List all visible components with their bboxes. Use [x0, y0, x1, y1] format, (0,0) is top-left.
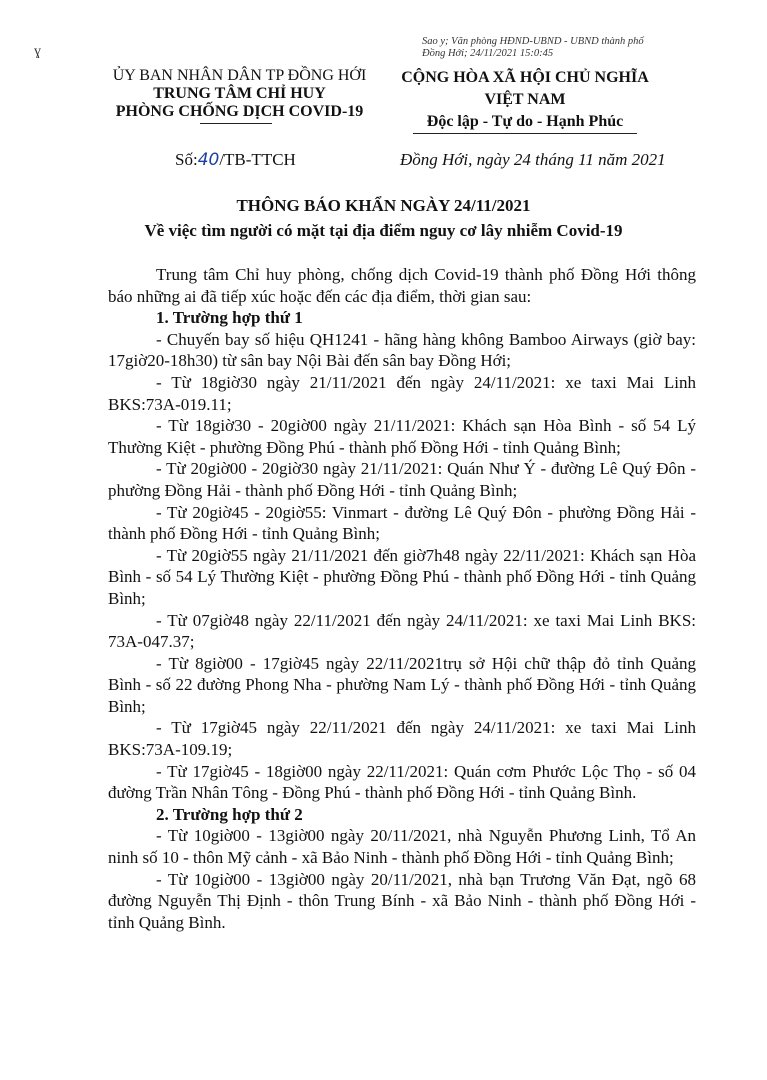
authority-line: TRUNG TÂM CHỈ HUY	[153, 85, 326, 102]
doc-number-handwritten: 40	[197, 150, 220, 170]
national-motto: Độc lập - Tự do - Hạnh Phúc	[413, 113, 637, 134]
body-paragraph: Trung tâm Chỉ huy phòng, chống dịch Covid-19 thành phố Đồng Hới thông báo những ai đã tiếp xúc hoặc đến các địa điểm, thời gian sau:	[108, 265, 696, 306]
national-motto-header	[385, 67, 665, 134]
body-paragraph: - Từ 10giờ00 - 13giờ00 ngày 20/11/2021, nhà Nguyễn Phương Linh, Tổ An ninh số 10 - thôn Mỹ cảnh - xã Bảo Ninh - thành phố Đồng Hới - tỉnh Quảng Bình;	[108, 826, 696, 868]
margin-mark: ɣ	[34, 44, 41, 59]
authority-line: PHÒNG CHỐNG DỊCH COVID-19	[115, 103, 364, 120]
document-date: Đồng Hới, ngày 24 tháng 11 năm 2021	[400, 150, 666, 169]
body-paragraph: - Từ 07giờ48 ngày 22/11/2021 đến ngày 24/11/2021: xe taxi Mai Linh BKS: 73A-047.37;	[108, 610, 696, 652]
body-paragraph: - Từ 18giờ30 ngày 21/11/2021 đến ngày 24/11/2021: xe taxi Mai Linh BKS:73A-019.11;	[108, 372, 696, 414]
doc-number-suffix: /TB-TTCH	[219, 150, 296, 169]
document-title: THÔNG BÁO KHẨN NGÀY 24/11/2021	[236, 196, 531, 215]
copy-certification-note	[422, 36, 712, 60]
document-number	[175, 150, 296, 170]
section-heading: 2. Trường hợp thứ 2	[156, 804, 303, 824]
body-paragraph: - Từ 20giờ00 - 20giờ30 ngày 21/11/2021: Quán Như Ý - đường Lê Quý Đôn - phường Đồng Hải - thành phố Đồng Hới - tỉnh Quảng Bình;	[108, 459, 696, 500]
authority-line: ỦY BAN NHÂN DÂN TP ĐỒNG HỚI	[112, 67, 367, 84]
body-paragraph: - Từ 10giờ00 - 13giờ00 ngày 20/11/2021, nhà bạn Trương Văn Đạt, ngõ 68 đường Nguyễn Thị Định - thôn Trung Bính - xã Bảo Ninh - thành phố Đồng Hới - tỉnh Quảng Bình.	[108, 869, 696, 932]
document-body	[108, 264, 696, 933]
body-paragraph: - Chuyến bay số hiệu QH1241 - hãng hàng không Bamboo Airways (giờ bay: 17giờ20-18h30) từ sân bay Nội Bài đến sân bay Đồng Hới;	[108, 329, 696, 371]
country-name: CỘNG HÒA XÃ HỘI CHỦ NGHĨA VIỆT NAM	[401, 69, 649, 108]
copy-note-line: Đồng Hới; 24/11/2021 15:0:45	[422, 48, 554, 59]
doc-number-prefix: Số:	[175, 150, 198, 169]
body-paragraph: - Từ 17giờ45 ngày 22/11/2021 đến ngày 24/11/2021: xe taxi Mai Linh BKS:73A-109.19;	[108, 718, 696, 760]
body-paragraph: - Từ 18giờ30 - 20giờ00 ngày 21/11/2021: Khách sạn Hòa Bình - số 54 Lý Thường Kiệt - phường Đồng Phú - thành phố Đồng Hới - tỉnh Quảng Bình;	[108, 416, 696, 457]
body-paragraph: - Từ 17giờ45 - 18giờ00 ngày 22/11/2021: Quán cơm Phước Lộc Thọ - số 04 đường Trần Nhân Tông - Đồng Phú - thành phố Đồng Hới - tỉnh Quảng Bình.	[108, 761, 696, 803]
body-paragraph: - Từ 20giờ45 - 20giờ55: Vinmart - đường Lê Quý Đôn - phường Đồng Hải - thành phố Đồng Hới - tỉnh Quảng Bình;	[108, 502, 696, 544]
copy-note-line: Sao y; Văn phòng HĐND-UBND - UBND thành phố	[422, 36, 644, 47]
issuing-authority-header	[92, 67, 387, 121]
body-paragraph: - Từ 20giờ55 ngày 21/11/2021 đến giờ7h48 ngày 22/11/2021: Khách sạn Hòa Bình - số 54 Lý Thường Kiệt - phường Đồng Phú - thành phố Đồng Hới - tỉnh Quảng Bình;	[108, 545, 696, 608]
section-heading: 1. Trường hợp thứ 1	[156, 308, 303, 328]
header-divider	[200, 123, 272, 124]
document-subtitle: Về việc tìm người có mặt tại địa điểm nguy cơ lây nhiễm Covid-19	[144, 221, 623, 240]
body-paragraph: - Từ 8giờ00 - 17giờ45 ngày 22/11/2021trụ sở Hội chữ thập đỏ tỉnh Quảng Bình - số 22 đường Phong Nha - phường Nam Lý - thành phố Đồng Hới - tỉnh Quảng Bình;	[108, 653, 696, 716]
